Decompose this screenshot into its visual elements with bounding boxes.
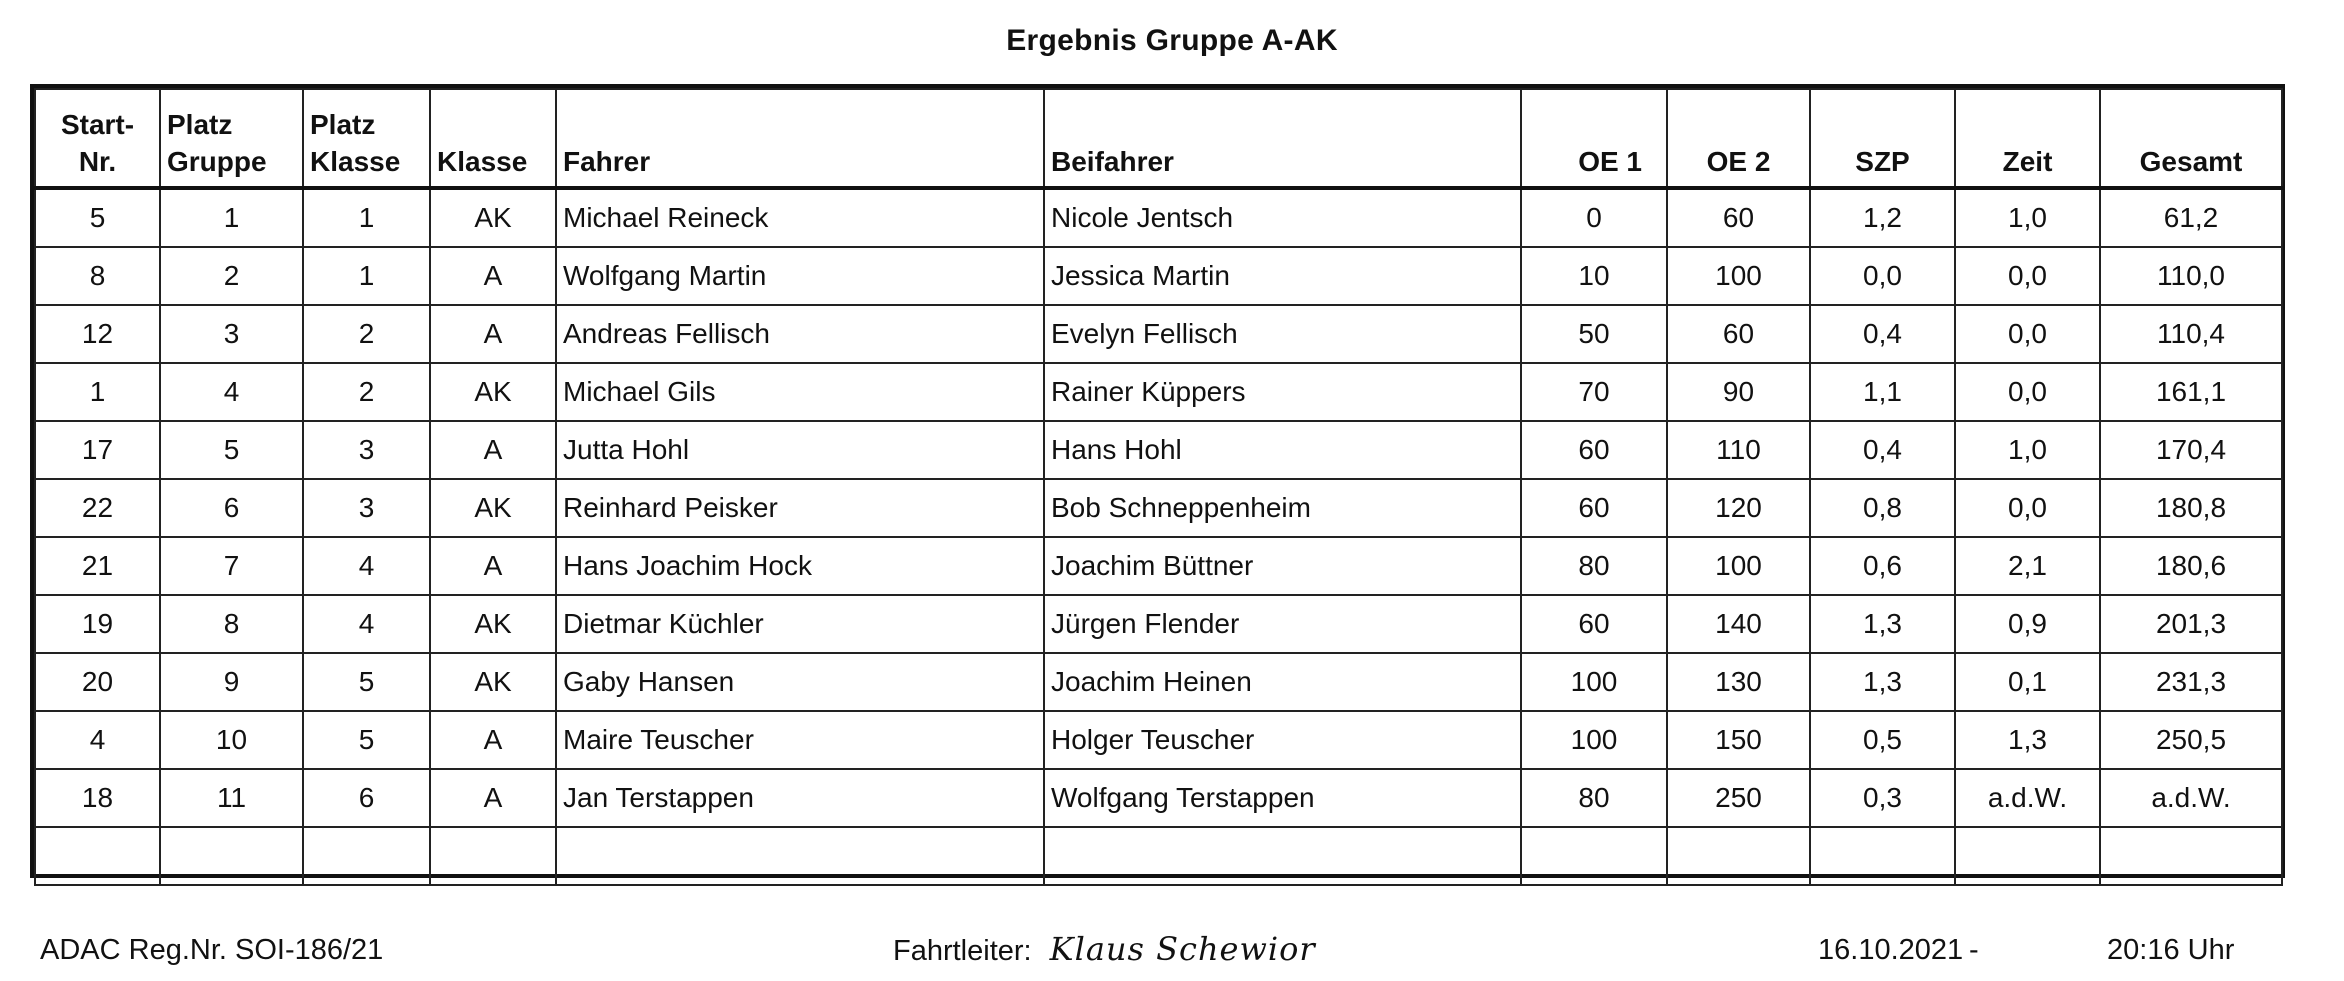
- cell-szp: 1,3: [1810, 653, 1955, 711]
- cell-oe1: 80: [1521, 769, 1667, 827]
- cell-oe1: 70: [1521, 363, 1667, 421]
- cell-start-nr: 22: [35, 479, 160, 537]
- cell-oe2: 250: [1667, 769, 1810, 827]
- col-header-szp: SZP: [1810, 89, 1955, 188]
- cell-platz-gruppe: 4: [160, 363, 303, 421]
- cell-gesamt: 110,0: [2100, 247, 2282, 305]
- cell-szp: 0,4: [1810, 305, 1955, 363]
- cell-oe1-empty: [1521, 827, 1667, 885]
- table-row: [35, 188, 2282, 247]
- cell-szp: 0,0: [1810, 247, 1955, 305]
- cell-beifahrer: Joachim Büttner: [1044, 537, 1521, 595]
- cell-gesamt: 170,4: [2100, 421, 2282, 479]
- results-table: [34, 88, 2283, 886]
- cell-gesamt: 161,1: [2100, 363, 2282, 421]
- cell-beifahrer: Rainer Küppers: [1044, 363, 1521, 421]
- cell-szp: 0,3: [1810, 769, 1955, 827]
- table-row: [35, 595, 2282, 653]
- cell-fahrer: Jutta Hohl: [556, 421, 1044, 479]
- cell-oe1: 60: [1521, 595, 1667, 653]
- cell-zeit: 0,0: [1955, 305, 2100, 363]
- cell-oe1: 60: [1521, 421, 1667, 479]
- cell-fahrer: Andreas Fellisch: [556, 305, 1044, 363]
- cell-zeit: 0,1: [1955, 653, 2100, 711]
- cell-start-nr: 18: [35, 769, 160, 827]
- cell-platz-gruppe: 2: [160, 247, 303, 305]
- cell-platz-gruppe: 10: [160, 711, 303, 769]
- cell-klasse: A: [430, 421, 556, 479]
- footer-time: 20:16 Uhr: [2107, 934, 2235, 966]
- cell-platz-klasse: 6: [303, 769, 430, 827]
- cell-zeit: 1,0: [1955, 188, 2100, 247]
- table-header-row: [35, 89, 2282, 188]
- table-row: [35, 653, 2282, 711]
- cell-fahrer: Hans Joachim Hock: [556, 537, 1044, 595]
- cell-start-nr: 5: [35, 188, 160, 247]
- cell-platz-gruppe: 5: [160, 421, 303, 479]
- cell-oe2: 90: [1667, 363, 1810, 421]
- cell-oe1: 0: [1521, 188, 1667, 247]
- cell-start-nr: 1: [35, 363, 160, 421]
- cell-oe2-empty: [1667, 827, 1810, 885]
- cell-szp: 0,4: [1810, 421, 1955, 479]
- col-header-oe2: OE 2: [1667, 89, 1810, 188]
- cell-szp: 0,6: [1810, 537, 1955, 595]
- col-header-gesamt: Gesamt: [2100, 89, 2282, 188]
- cell-platz-gruppe: 3: [160, 305, 303, 363]
- cell-fahrer: Reinhard Peisker: [556, 479, 1044, 537]
- cell-platz-gruppe: 7: [160, 537, 303, 595]
- cell-start-nr: 21: [35, 537, 160, 595]
- cell-klasse: AK: [430, 188, 556, 247]
- cell-start-nr: 4: [35, 711, 160, 769]
- cell-beifahrer-empty: [1044, 827, 1521, 885]
- cell-oe2: 120: [1667, 479, 1810, 537]
- cell-beifahrer: Joachim Heinen: [1044, 653, 1521, 711]
- cell-zeit: 0,0: [1955, 363, 2100, 421]
- cell-start-nr: 8: [35, 247, 160, 305]
- cell-klasse: A: [430, 769, 556, 827]
- cell-platz-klasse: 1: [303, 247, 430, 305]
- cell-gesamt: 180,6: [2100, 537, 2282, 595]
- cell-gesamt: a.d.W.: [2100, 769, 2282, 827]
- cell-oe1: 10: [1521, 247, 1667, 305]
- cell-beifahrer: Hans Hohl: [1044, 421, 1521, 479]
- cell-oe2: 100: [1667, 247, 1810, 305]
- cell-start-nr: 20: [35, 653, 160, 711]
- col-header-zeit: Zeit: [1955, 89, 2100, 188]
- col-header-klasse: Klasse: [430, 89, 556, 188]
- adac-reg-nr: ADAC Reg.Nr. SOI-186/21: [40, 934, 384, 966]
- cell-beifahrer: Jürgen Flender: [1044, 595, 1521, 653]
- cell-platz-klasse: 4: [303, 537, 430, 595]
- table-row: [35, 711, 2282, 769]
- cell-oe1: 50: [1521, 305, 1667, 363]
- cell-szp: 0,5: [1810, 711, 1955, 769]
- cell-platz-gruppe: 8: [160, 595, 303, 653]
- cell-klasse: AK: [430, 653, 556, 711]
- cell-gesamt: 201,3: [2100, 595, 2282, 653]
- cell-klasse: AK: [430, 479, 556, 537]
- cell-platz-klasse: 3: [303, 479, 430, 537]
- cell-start-nr-empty: [35, 827, 160, 885]
- footer-separator: -: [1969, 934, 1979, 966]
- cell-platz-gruppe: 9: [160, 653, 303, 711]
- cell-oe2: 140: [1667, 595, 1810, 653]
- cell-fahrer: Michael Gils: [556, 363, 1044, 421]
- cell-platz-klasse: 3: [303, 421, 430, 479]
- cell-oe2: 130: [1667, 653, 1810, 711]
- cell-klasse: AK: [430, 595, 556, 653]
- cell-klasse: A: [430, 305, 556, 363]
- cell-szp: 1,2: [1810, 188, 1955, 247]
- cell-platz-klasse: 4: [303, 595, 430, 653]
- cell-klasse: A: [430, 537, 556, 595]
- col-header-platz-gruppe: Platz Gruppe: [160, 89, 303, 188]
- cell-oe1: 100: [1521, 653, 1667, 711]
- col-header-beifahrer: Beifahrer: [1044, 89, 1521, 188]
- cell-oe1: 100: [1521, 711, 1667, 769]
- results-table-wrapper: [30, 84, 2285, 878]
- cell-start-nr: 19: [35, 595, 160, 653]
- cell-platz-klasse: 1: [303, 188, 430, 247]
- cell-zeit: a.d.W.: [1955, 769, 2100, 827]
- table-row-empty: [35, 827, 2282, 885]
- cell-gesamt: 231,3: [2100, 653, 2282, 711]
- cell-zeit: 0,0: [1955, 479, 2100, 537]
- cell-zeit-empty: [1955, 827, 2100, 885]
- table-row: [35, 479, 2282, 537]
- fahrtleiter-label: Fahrtleiter:: [893, 935, 1032, 967]
- cell-gesamt: 61,2: [2100, 188, 2282, 247]
- cell-platz-klasse: 2: [303, 305, 430, 363]
- cell-zeit: 1,3: [1955, 711, 2100, 769]
- cell-zeit: 0,9: [1955, 595, 2100, 653]
- cell-beifahrer: Nicole Jentsch: [1044, 188, 1521, 247]
- cell-platz-klasse: 5: [303, 653, 430, 711]
- cell-szp: 0,8: [1810, 479, 1955, 537]
- cell-oe2: 100: [1667, 537, 1810, 595]
- footer-date: 16.10.2021: [1818, 934, 1964, 966]
- table-row: [35, 363, 2282, 421]
- cell-beifahrer: Jessica Martin: [1044, 247, 1521, 305]
- cell-gesamt: 250,5: [2100, 711, 2282, 769]
- cell-szp: 1,3: [1810, 595, 1955, 653]
- table-body: [35, 188, 2282, 885]
- cell-fahrer: Michael Reineck: [556, 188, 1044, 247]
- page-title: Ergebnis Gruppe A-AK: [1006, 24, 1338, 57]
- cell-platz-gruppe: 6: [160, 479, 303, 537]
- cell-fahrer-empty: [556, 827, 1044, 885]
- fahrtleiter: [893, 930, 1316, 968]
- cell-beifahrer: Holger Teuscher: [1044, 711, 1521, 769]
- table-row: [35, 421, 2282, 479]
- cell-platz-gruppe: 1: [160, 188, 303, 247]
- fahrtleiter-signature: Klaus Schewior: [1049, 930, 1316, 968]
- cell-fahrer: Wolfgang Martin: [556, 247, 1044, 305]
- table-row: [35, 769, 2282, 827]
- cell-gesamt: 110,4: [2100, 305, 2282, 363]
- cell-gesamt-empty: [2100, 827, 2282, 885]
- cell-klasse: AK: [430, 363, 556, 421]
- table-row: [35, 247, 2282, 305]
- cell-gesamt: 180,8: [2100, 479, 2282, 537]
- cell-fahrer: Dietmar Küchler: [556, 595, 1044, 653]
- cell-start-nr: 17: [35, 421, 160, 479]
- cell-platz-klasse: 2: [303, 363, 430, 421]
- cell-fahrer: Maire Teuscher: [556, 711, 1044, 769]
- cell-oe1: 80: [1521, 537, 1667, 595]
- cell-klasse: A: [430, 247, 556, 305]
- cell-fahrer: Gaby Hansen: [556, 653, 1044, 711]
- col-header-start-nr: Start- Nr.: [35, 89, 160, 188]
- col-header-fahrer: Fahrer: [556, 89, 1044, 188]
- cell-zeit: 2,1: [1955, 537, 2100, 595]
- cell-szp-empty: [1810, 827, 1955, 885]
- cell-platz-klasse: 5: [303, 711, 430, 769]
- cell-szp: 1,1: [1810, 363, 1955, 421]
- cell-oe2: 60: [1667, 305, 1810, 363]
- cell-fahrer: Jan Terstappen: [556, 769, 1044, 827]
- cell-platz-gruppe: 11: [160, 769, 303, 827]
- cell-beifahrer: Bob Schneppenheim: [1044, 479, 1521, 537]
- table-row: [35, 305, 2282, 363]
- col-header-oe1: OE 1: [1521, 89, 1667, 188]
- cell-oe2: 60: [1667, 188, 1810, 247]
- cell-beifahrer: Wolfgang Terstappen: [1044, 769, 1521, 827]
- cell-zeit: 1,0: [1955, 421, 2100, 479]
- cell-oe1: 60: [1521, 479, 1667, 537]
- cell-klasse-empty: [430, 827, 556, 885]
- cell-zeit: 0,0: [1955, 247, 2100, 305]
- cell-platz-klasse-empty: [303, 827, 430, 885]
- cell-platz-gruppe-empty: [160, 827, 303, 885]
- cell-start-nr: 12: [35, 305, 160, 363]
- cell-klasse: A: [430, 711, 556, 769]
- cell-oe2: 110: [1667, 421, 1810, 479]
- cell-oe2: 150: [1667, 711, 1810, 769]
- cell-beifahrer: Evelyn Fellisch: [1044, 305, 1521, 363]
- table-row: [35, 537, 2282, 595]
- col-header-platz-klasse: Platz Klasse: [303, 89, 430, 188]
